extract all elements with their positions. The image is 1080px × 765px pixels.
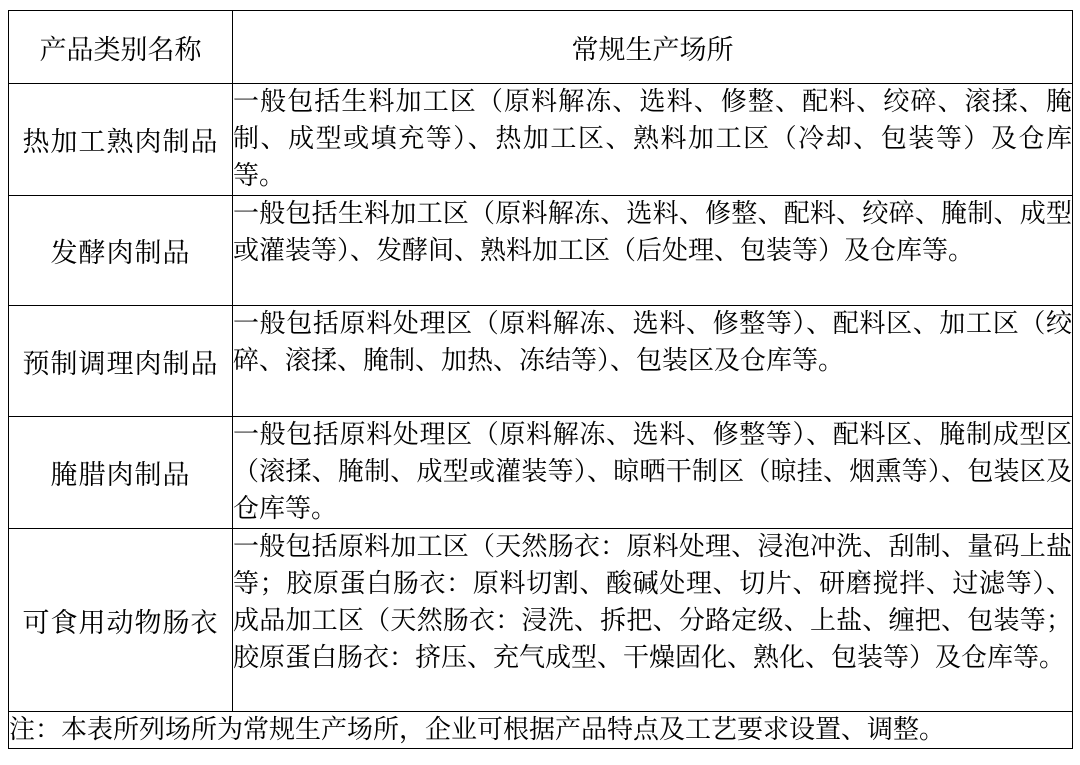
table-row xyxy=(9,196,1073,306)
place-cell: 一般包括原料处理区（原料解冻、选料、修整等）、配料区、腌制成型区（滚揉、腌制、成型或灌装等）、晾晒干制区（晾挂、烟熏等）、包装区及仓库等。 xyxy=(233,417,1073,529)
category-cell: 发酵肉制品 xyxy=(9,196,233,306)
category-cell: 腌腊肉制品 xyxy=(9,417,233,529)
table-note: 注：本表所列场所为常规生产场所，企业可根据产品特点及工艺要求设置、调整。 xyxy=(9,712,1073,749)
place-cell: 一般包括生料加工区（原料解冻、选料、修整、配料、绞碎、腌制、成型或灌装等）、发酵间、熟料加工区（后处理、包装等）及仓库等。 xyxy=(233,196,1073,306)
place-cell: 一般包括生料加工区（原料解冻、选料、修整、配料、绞碎、滚揉、腌制、成型或填充等）、热加工区、熟料加工区（冷却、包装等）及仓库等。 xyxy=(233,84,1073,196)
category-cell: 热加工熟肉制品 xyxy=(9,84,233,196)
category-cell: 可食用动物肠衣 xyxy=(9,529,233,712)
header-category: 产品类别名称 xyxy=(9,11,233,84)
table-row xyxy=(9,306,1073,417)
place-cell: 一般包括原料处理区（原料解冻、选料、修整等）、配料区、加工区（绞碎、滚揉、腌制、加热、冻结等）、包装区及仓库等。 xyxy=(233,306,1073,417)
category-cell: 预制调理肉制品 xyxy=(9,306,233,417)
table-note-row xyxy=(9,712,1073,749)
place-cell: 一般包括原料加工区（天然肠衣：原料处理、浸泡冲洗、刮制、量码上盐等；胶原蛋白肠衣：原料切割、酸碱处理、切片、研磨搅拌、过滤等）、成品加工区（天然肠衣：浸洗、拆把、分路定级、上盐、缠把、包装等；胶原蛋白肠衣：挤压、充气成型、干燥固化、熟化、包装等）及仓库等。 xyxy=(233,529,1073,712)
table-row xyxy=(9,529,1073,712)
table-header-row xyxy=(9,11,1073,84)
table-row xyxy=(9,84,1073,196)
production-places-table xyxy=(8,10,1073,749)
header-place: 常规生产场所 xyxy=(233,11,1073,84)
table-row xyxy=(9,417,1073,529)
